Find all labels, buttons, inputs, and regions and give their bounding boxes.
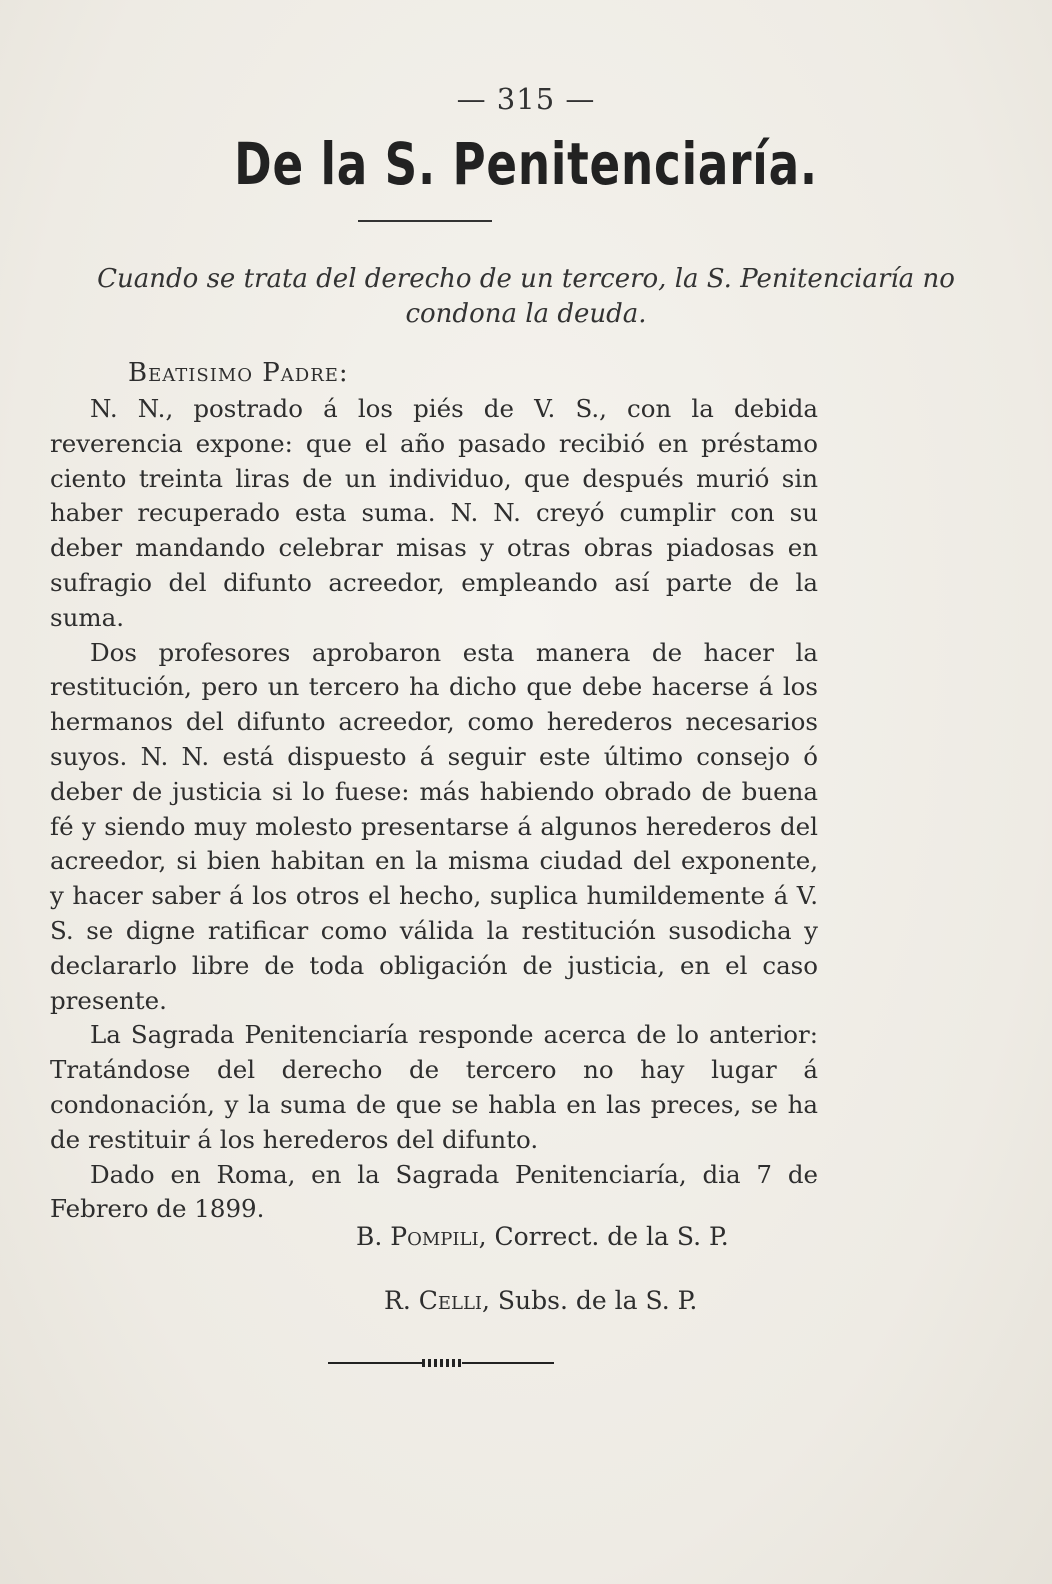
section-heading: De la S. Penitenciaría.: [234, 130, 818, 198]
signature-title: , Correct. de la S. P.: [478, 1222, 729, 1251]
paragraph-petition: N. N., postrado á los piés de V. S., con la debida reverencia expone: que el año pasado recibió en préstamo ciento treinta liras de un individuo, que después murió sin haber recuperado esta suma. N. N. creyó cumplir con su deber mandando celebrar misas y otras obras piadosas en sufragio del difunto acreedor, empleando así parte de la suma.: [50, 394, 818, 632]
signature-initial: R.: [384, 1286, 411, 1315]
signature-celli: [384, 1286, 697, 1315]
body-text: [50, 392, 818, 1227]
closing-ornament: [328, 1360, 554, 1366]
signature-title: , Subs. de la S. P.: [482, 1286, 698, 1315]
paragraph-request: Dos profesores aprobaron esta manera de hacer la restitución, pero un tercero ha dicho que debe hacerse á los hermanos del difunto acreedor, como herederos necesarios suyos. N. N. está dispuesto á seguir este último consejo ó deber de justicia si lo fuese: más habiendo obrado de buena fé y siendo muy molesto presentarse á algunos herederos del acreedor, si bien habitan en la misma ciudad del exponente, y hacer saber á los otros el hecho, suplica humildemente á V. S. se digne ratificar como válida la restitución susodicha y declararlo libre de toda obligación de justicia, en el caso presente.: [50, 637, 818, 1015]
signature-pompili: [356, 1222, 729, 1251]
page-number: — 315 —: [456, 82, 596, 116]
ornament-line-left: [328, 1362, 422, 1364]
ornament-line-right: [462, 1362, 554, 1364]
paragraph-date: Dado en Roma, en la Sagrada Penitenciaría, dia 7 de Febrero de 1899.: [50, 1159, 818, 1224]
signature-initial: B.: [356, 1222, 383, 1251]
signature-name: Celli: [418, 1286, 483, 1315]
salutation: Beatisimo Padre:: [128, 358, 349, 388]
heading-divider: [358, 220, 492, 222]
ornament-flourish: [422, 1359, 462, 1367]
paragraph-response: La Sagrada Penitenciaría responde acerca de lo anterior: Tratándose del derecho de tercero no hay lugar á condonación, y la suma de que se habla en las preces, se ha de restituir á los herederos del difunto.: [50, 1020, 818, 1154]
signature-name: Pompili: [390, 1222, 479, 1251]
section-subtitle: Cuando se trata del derecho de un tercero, la S. Penitenciaría no condona la deuda.: [97, 264, 955, 329]
